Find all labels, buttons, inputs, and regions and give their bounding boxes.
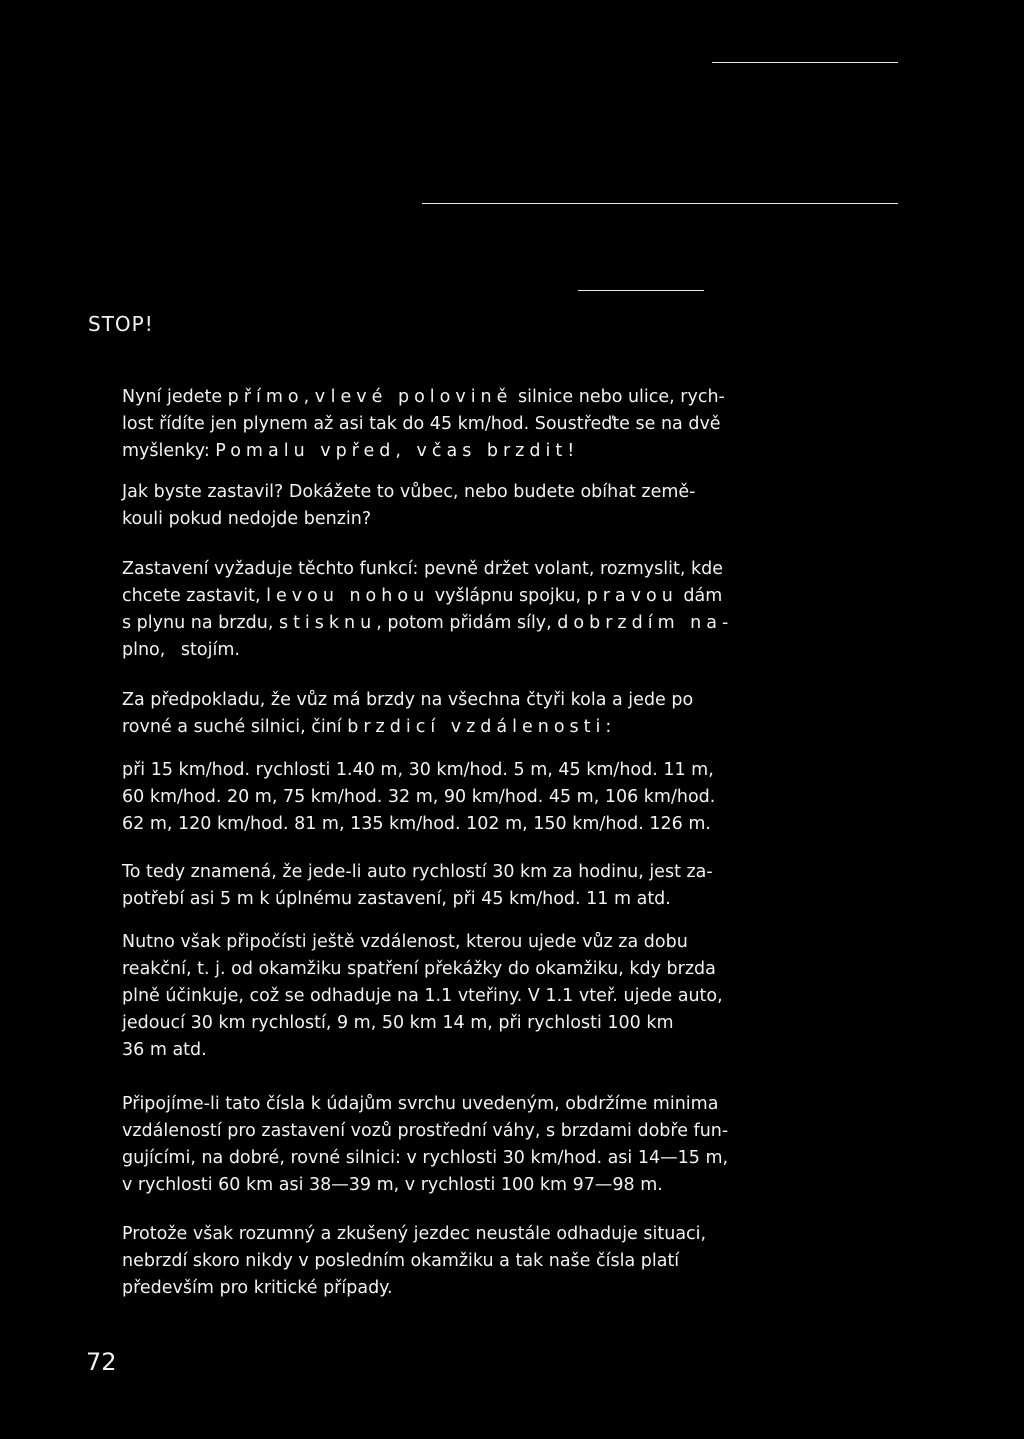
paragraph-7 bbox=[122, 929, 922, 1064]
text-line bbox=[122, 1091, 922, 1118]
text-line bbox=[122, 1221, 922, 1248]
text-line bbox=[122, 583, 922, 610]
text-segment: plno bbox=[122, 640, 160, 660]
text-segment: vzdáleností pro zastavení vozů prostřední váhy, s brzdami dobře fun- bbox=[122, 1121, 729, 1141]
text-segment: rovné a suché silnici, činí bbox=[122, 717, 348, 737]
paragraph-4 bbox=[122, 687, 922, 741]
text-segment: 62 m, 120 km/hod. 81 m, 135 km/hod. 102 m, 150 km/hod. 126 m. bbox=[122, 814, 711, 834]
text-segment: Jak byste zastavil? Dokážete to vůbec, nebo budete obíhat země- bbox=[122, 482, 696, 502]
emphasis-text: brzdicí vzdálenosti bbox=[347, 717, 606, 737]
text-line bbox=[122, 1145, 922, 1172]
text-segment: : bbox=[605, 717, 612, 737]
text-line bbox=[122, 1118, 922, 1145]
text-segment: ! bbox=[567, 441, 575, 461]
text-segment: dám bbox=[677, 586, 723, 606]
text-segment: Nutno však připočísti ještě vzdálenost, kterou ujede vůz za dobu bbox=[122, 932, 688, 952]
emphasis-text: Pomalu vpřed, včas brzdit bbox=[215, 441, 568, 461]
text-segment: silnice nebo ulice, rych- bbox=[512, 387, 725, 407]
text-segment: myšlenky: bbox=[122, 441, 216, 461]
text-segment: reakční, t. j. od okamžiku spatření překážky do okamžiku, kdy brzda bbox=[122, 959, 716, 979]
paragraph-1 bbox=[122, 384, 922, 465]
paragraph-2 bbox=[122, 479, 922, 533]
text-segment: stojím bbox=[180, 640, 235, 660]
text-line bbox=[122, 506, 922, 533]
text-line bbox=[122, 479, 922, 506]
emphasis-text: přímo bbox=[227, 387, 304, 407]
text-segment: , potom přidám síly, bbox=[376, 613, 558, 633]
top-rule-2 bbox=[422, 203, 898, 204]
emphasis-text: levou nohou bbox=[266, 586, 430, 606]
text-line bbox=[122, 384, 922, 411]
emphasis-text: stisknu bbox=[278, 613, 377, 633]
text-line bbox=[122, 556, 922, 583]
text-line bbox=[122, 714, 922, 741]
emphasis-text: pravou bbox=[586, 586, 678, 606]
top-rule-1 bbox=[712, 62, 898, 63]
text-segment: To tedy znamená, že jede-li auto rychlostí 30 km za hodinu, jest za- bbox=[122, 862, 713, 882]
text-line bbox=[122, 1248, 922, 1275]
text-segment: při 15 km/hod. rychlosti 1.40 m, 30 km/hod. 5 m, 45 km/hod. 11 m, bbox=[122, 760, 714, 780]
text-segment: 36 m atd. bbox=[122, 1040, 207, 1060]
text-segment: Zastavení vyžaduje těchto funkcí: pevně držet volant, rozmyslit, kde bbox=[122, 559, 723, 579]
text-segment: plně účinkuje, což se odhaduje na 1.1 vteřiny. V 1.1 vteř. ujede auto, bbox=[122, 986, 723, 1006]
text-segment: Nyní jedete bbox=[122, 387, 228, 407]
text-segment: nebrzdí skoro nikdy v posledním okamžiku a tak naše čísla platí bbox=[122, 1251, 680, 1271]
paragraph-3 bbox=[122, 556, 922, 664]
text-segment: především pro kritické případy. bbox=[122, 1278, 393, 1298]
text-line bbox=[122, 610, 922, 637]
paragraph-8 bbox=[122, 1091, 922, 1199]
text-line bbox=[122, 811, 922, 838]
text-line bbox=[122, 1275, 922, 1302]
text-segment: jedoucí 30 km rychlostí, 9 m, 50 km 14 m, při rychlosti 100 km bbox=[122, 1013, 674, 1033]
text-line bbox=[122, 859, 922, 886]
text-segment: lost řídíte jen plynem až asi tak do 45 km/hod. Soustřeďte se na dvě bbox=[122, 414, 721, 434]
text-line bbox=[122, 1037, 922, 1064]
text-segment: gujícími, na dobré, rovné silnici: v rychlosti 30 km/hod. asi 14—15 m, bbox=[122, 1148, 729, 1168]
text-line bbox=[122, 411, 922, 438]
paragraph-9 bbox=[122, 1221, 922, 1302]
page-heading: STOP! bbox=[88, 312, 154, 336]
emphasis-text: dobrzdím na- bbox=[557, 613, 734, 633]
text-segment: s plynu na brzdu, bbox=[122, 613, 279, 633]
paragraph-5 bbox=[122, 757, 922, 838]
text-line bbox=[122, 983, 922, 1010]
text-line bbox=[122, 1172, 922, 1199]
text-segment: , v bbox=[303, 387, 331, 407]
emphasis-text: . bbox=[234, 640, 245, 660]
text-line bbox=[122, 637, 922, 664]
text-segment: Připojíme-li tato čísla k údajům svrchu uvedeným, obdržíme minima bbox=[122, 1094, 719, 1114]
text-line bbox=[122, 1010, 922, 1037]
top-rule-3 bbox=[578, 290, 704, 291]
text-line bbox=[122, 886, 922, 913]
text-segment: Za předpokladu, že vůz má brzdy na všechna čtyři kola a jede po bbox=[122, 690, 694, 710]
text-segment: chcete zastavit, bbox=[122, 586, 267, 606]
text-segment: v rychlosti 60 km asi 38—39 m, v rychlosti 100 km 97—98 m. bbox=[122, 1175, 663, 1195]
text-segment: potřebí asi 5 m k úplnému zastavení, při 45 km/hod. 11 m atd. bbox=[122, 889, 671, 909]
text-line bbox=[122, 956, 922, 983]
emphasis-text: levé polovině bbox=[330, 387, 513, 407]
text-segment: Protože však rozumný a zkušený jezdec neustále odhaduje situaci, bbox=[122, 1224, 707, 1244]
text-line bbox=[122, 757, 922, 784]
text-segment: 60 km/hod. 20 m, 75 km/hod. 32 m, 90 km/hod. 45 m, 106 km/hod. bbox=[122, 787, 716, 807]
text-segment: vyšlápnu spojku, bbox=[429, 586, 587, 606]
text-line bbox=[122, 929, 922, 956]
emphasis-text: , bbox=[159, 640, 181, 660]
page-number: 72 bbox=[86, 1348, 117, 1376]
text-line bbox=[122, 687, 922, 714]
text-segment: kouli pokud nedojde benzin? bbox=[122, 509, 372, 529]
text-line bbox=[122, 438, 922, 465]
paragraph-6 bbox=[122, 859, 922, 913]
text-line bbox=[122, 784, 922, 811]
